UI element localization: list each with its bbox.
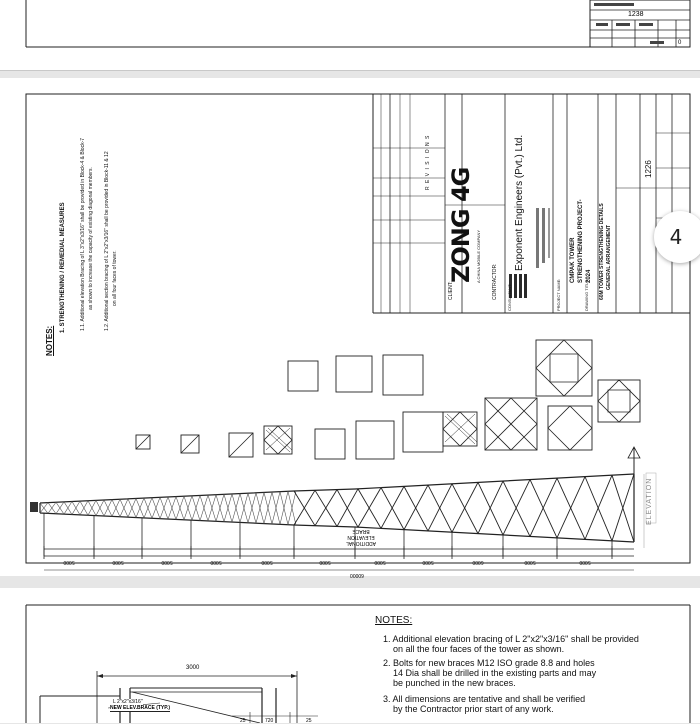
- revisions-label: R E V I S I O N S: [425, 134, 431, 190]
- dimension-value: 5000: [524, 559, 536, 565]
- width-dimension: 3000: [186, 665, 200, 671]
- note-3-line-2: by the Contractor prior start of any work.: [393, 704, 554, 714]
- project-name: CMPAK TOWER STRENGTHENING PROJECT-2024: [570, 199, 592, 283]
- bracing-detail-drawing: [0, 588, 700, 723]
- note-3-line-1: 3. All dimensions are tentative and shall be verified: [383, 694, 586, 704]
- dimension-value: 5000: [422, 559, 434, 565]
- svg-text:0: 0: [678, 40, 682, 46]
- zong-logo: ZONG 4G: [447, 167, 475, 283]
- dimension-c: 25: [306, 718, 312, 724]
- note-2-line-3: be punched in the new braces.: [393, 678, 516, 688]
- note-item-1-1-b: as shown to increase the capacity of existing diagonal members.: [88, 167, 94, 310]
- client-label: CLIENT:: [448, 281, 454, 300]
- dimension-b: 720: [265, 718, 274, 724]
- drawing-title-label: DRAWING TITLE:: [584, 278, 589, 311]
- project-label: PROJECT NAME:: [556, 278, 561, 311]
- zong-tagline: A CHINA MOBILE COMPANY: [476, 229, 481, 283]
- note-item-1-1-a: 1.1. Additional elevation Bracing of L 3"x2"x3/16" shall be provided in Block-4 & Block-7: [80, 137, 86, 331]
- tower-general-arrangement-sheet: [0, 78, 700, 576]
- dimension-value: 5000: [112, 559, 124, 565]
- dimension-value: 5000: [160, 559, 173, 565]
- bracing-detail-sheet: [0, 588, 700, 723]
- elevation-label: ELEVATION: [646, 477, 653, 525]
- notes-heading: NOTES:: [45, 325, 54, 356]
- brace-label-line-1: ADDITIONAL: [346, 540, 377, 546]
- note-item-1-2-a: 1.2. Additional section bracing of L 2"x2"x3/16" shall be provided in Block-11 & 12: [104, 151, 110, 331]
- brace-label-line-3: BRACE: [352, 528, 370, 534]
- previous-sheet-frame: [0, 0, 700, 70]
- note-1-line-1: 1. Additional elevation bracing of L 2"x2"x3/16" shall be provided: [383, 634, 639, 644]
- dimension-value: 5000: [373, 559, 386, 565]
- drawing-number: 1226: [644, 160, 653, 178]
- consultant-label: CONSULTANT:: [507, 283, 512, 311]
- total-height-dimension: 60000: [350, 572, 364, 578]
- page-number-badge[interactable]: 4: [654, 211, 700, 263]
- previous-drawing-sheet: [0, 0, 700, 71]
- dimension-value: 5000: [318, 559, 331, 565]
- dimension-value: 6000: [471, 559, 484, 565]
- brace-label-1: L 2"x2"x3/16": [113, 699, 143, 705]
- notes-heading: NOTES:: [375, 615, 413, 626]
- dimension-value: 5000: [261, 559, 273, 565]
- contractor-label: CONTRACTOR:: [492, 263, 498, 300]
- note-1-line-2: on all the four faces of the tower as shown.: [393, 644, 565, 654]
- consultant-name: Exponent Engineers (Pvt.) Ltd.: [514, 134, 525, 271]
- brace-label-line-2: ELEVATION: [347, 534, 375, 540]
- previous-drawing-number: 1238: [628, 11, 644, 18]
- additional-brace-label: [336, 528, 386, 546]
- dimension-value: 5000: [578, 559, 591, 565]
- note-item-1: 1. STRENGTHENING / REMEDIAL MEASURES: [60, 202, 66, 333]
- dimension-value: 5000: [209, 559, 222, 565]
- note-2-line-2: 14 Dia shall be drilled in the existing parts and may: [393, 668, 597, 678]
- note-item-1-2-b: on all four faces of tower.: [112, 250, 118, 306]
- dimension-a: 25: [240, 718, 246, 724]
- dimension-value: 5000: [63, 559, 75, 565]
- drawing-title-1: 60M TOWER STRENGTHENING DETAILS: [599, 203, 605, 300]
- drawing-title-2: GENERAL ARRANGEMENT: [606, 224, 612, 290]
- note-2-line-1: 2. Bolts for new braces M12 ISO grade 8.8 and holes: [383, 658, 595, 668]
- brace-label-2: NEW ELEV.BRACE (TYP.): [110, 705, 171, 711]
